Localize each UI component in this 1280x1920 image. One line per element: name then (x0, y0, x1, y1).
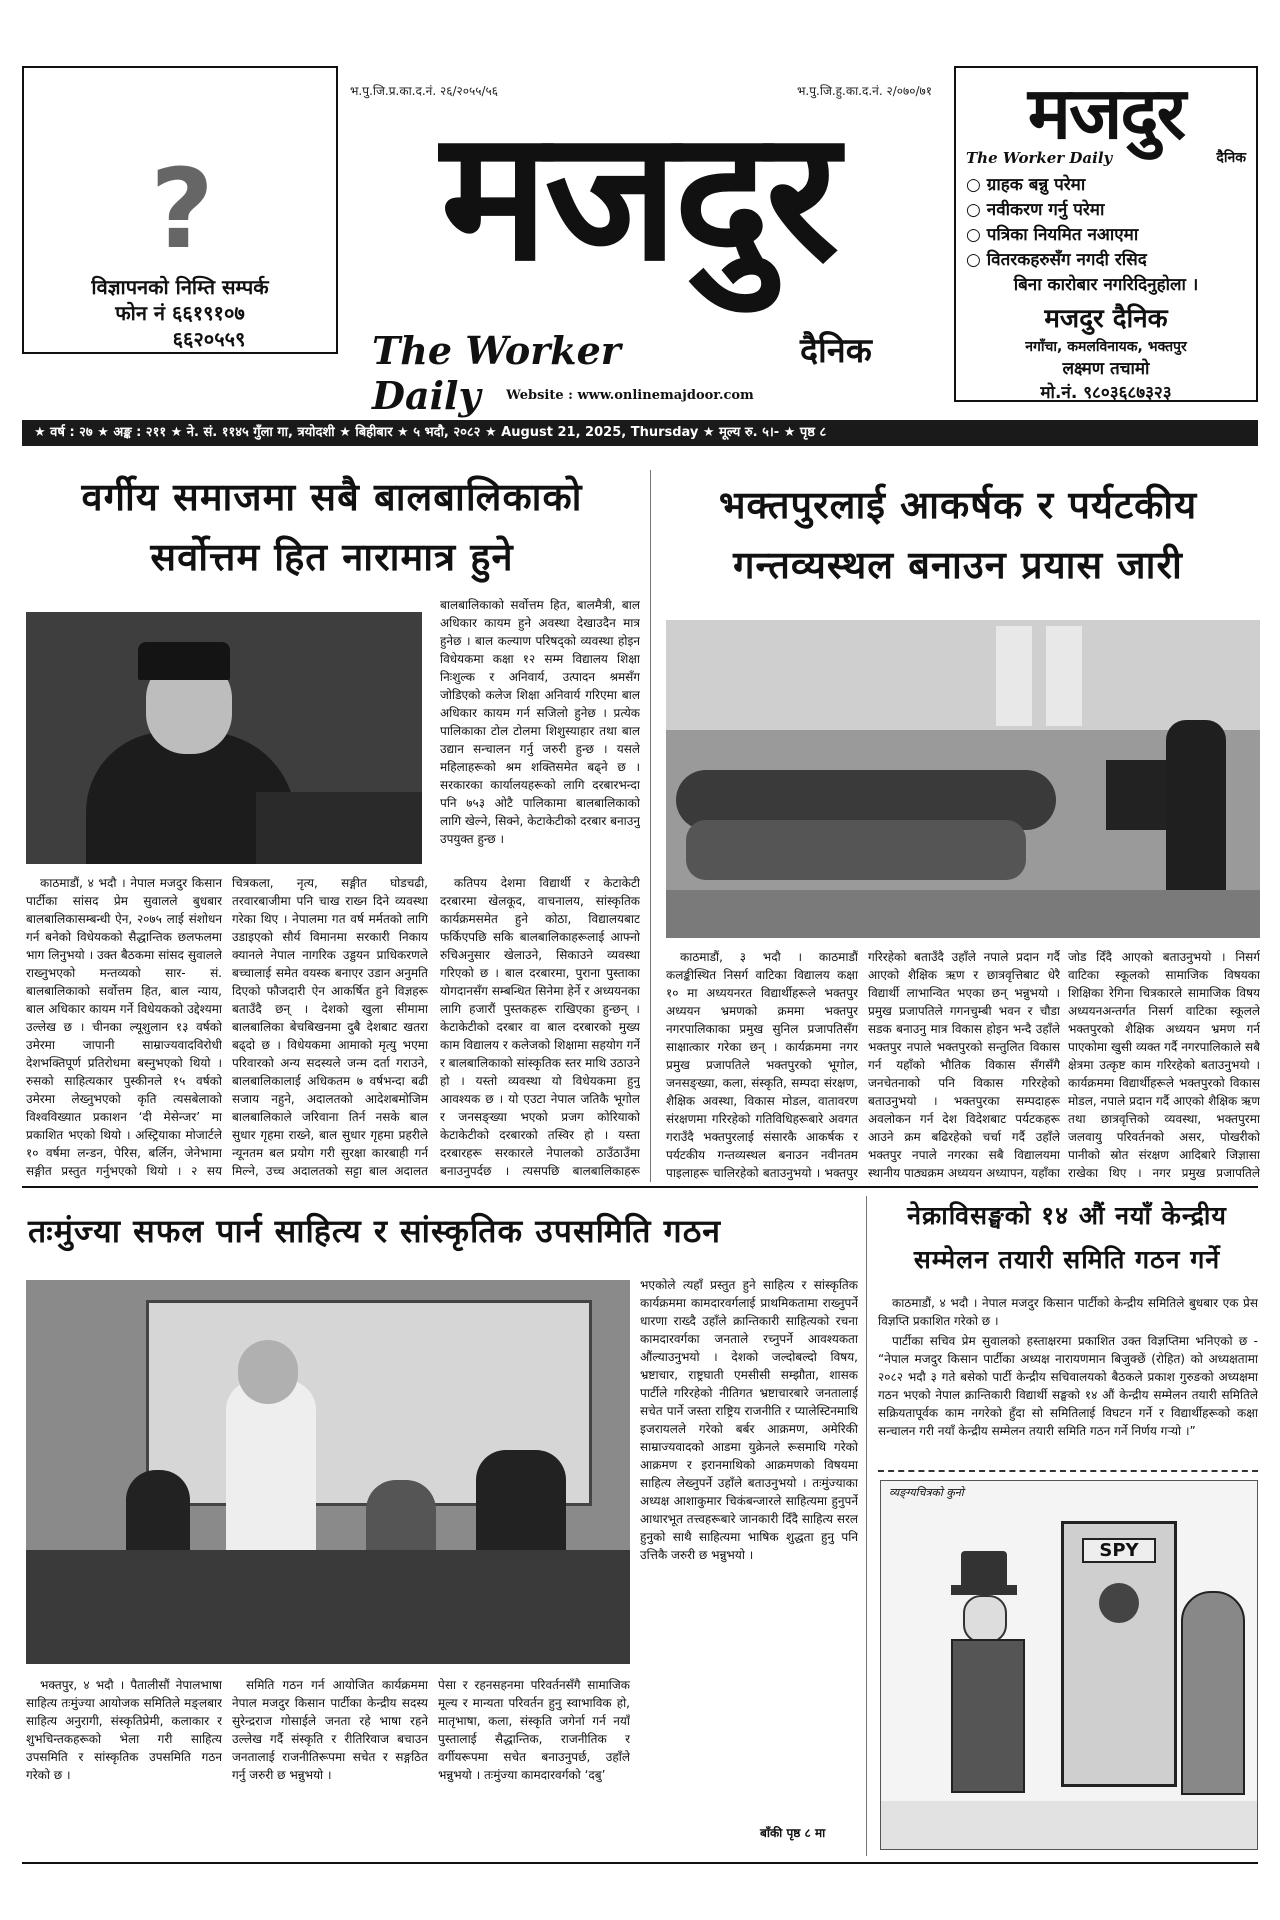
cartoon-box (880, 1480, 1258, 1850)
subscription-mobile: मो.नं. ९८०३६८७३२३ (1040, 383, 1172, 403)
ad-phone-label: फोन नं (115, 301, 165, 325)
article3-paragraph: समिति गठन गर्न आयोजित कार्यक्रममा नेपाल मजदुर किसान पार्टीका केन्द्रीय सदस्य सुरेन्द्रराज गोसाईले जनता रहे भाषा रहने उल्लेख गर्दै संस्कृति र रीतिरिवाज बचाउन जनतालाई राजनीतिरूपमा सचेत र सङ्गठित गर्नु जरुरी छ भन्नुभयो । (232, 1678, 428, 1782)
article3-headline: तःमुंज्या सफल पार्न साहित्य र सांस्कृतिक उपसमिति गठन (28, 1212, 722, 1250)
article4-headline-line1: नेक्राविसङ्घको १४ औं नयाँ केन्द्रीय (907, 1201, 1227, 1230)
section-divider (22, 1186, 1258, 1188)
article1-paragraph: चित्रकला, नृत्य, सङ्गीत घोडचढी, तरवारबाजीमा पनि चाख राख्न दिने व्यवस्था गरेका थिए । नेपालमा गत वर्ष मर्मतको लागि उडाइएको सौर्य विमानमा सरकारी निकाय क्यानले नेपाल नागरिक उड्डयन प्राधिकरणले बच्चालाई समेत वयस्क बनाएर उडान अनुमति दिएको फौजदारी ऐन आकर्षित हुने विज्ञहरू बताउँदै छन् । देशको खुला सीमामा बालबालिका बेचबिखनमा दुबै देशबाट खतरा बढ्दो छ । विधेयकमा आमाको मृत्यु भएमा परिवारको अन्य सदस्यले जन्म दर्ता गराउने, बालबालिकालाई अधिकतम ७ वर्षभन्दा बढी सजाय नहुने, अदालतको आदेशबमोजिम बालबालिकाले जरिवाना तिर्न नसके बाल सुधार गृहमा राख्ने, बाल सुधार गृहमा प्रहरीले न्यूनतम बल प्रयोग गरी सुरक्षा कारबाही गर्न मिल्ने, उच्च अदालतको सट्टा बाल अदालत (232, 876, 428, 1178)
column-divider (650, 470, 651, 1182)
article2-paragraph: गरिरहेको बताउँदै उहाँले नपाले प्रदान गर्दै आएको शैक्षिक ऋण र छात्रवृत्तिबाट धेरै विद्यार्थी लाभान्वित भएका छन् भन्नुभयो । प्रमुख प्रजापतिले गगनचुम्बी भवन र चौडा सडक बनाउनु मात्र विकास होइन भन्दै उहाँले भक्तपुर नपाले भक्तपुरको सन्तुलित विकास गर्न यहाँको भौतिक विकास सँगसँगै जनचेतनाको पनि विकास गरिरहेको बताउनुभयो । भक्तपुरका सम्पदाहरू अवलोकन गर्न देश विदेशबाट पर्यटकहरू आउने क्रम बढिरहेको चर्चा गर्दै उहाँले भक्तपुर नपाले नगरका सबै विद्यालयमा स्थानीय पाठ्यक्रम अध्ययन अध्यापन, यहाँका (868, 950, 1060, 1180)
article2-paragraph: काठमाडौं, ३ भदौ । काठमाडौं कलङ्कीस्थित निसर्ग वाटिका विद्यालय कक्षा १० मा अध्ययनरत विद्यार्थीहरूले भक्तपुर अध्ययन भ्रमणको क्रममा भक्तपुर नगरपालिकाका प्रमुख सुनिल प्रजापतिसँग साक्षात्कार गरेका छन् । कार्यक्रममा नगर प्रमुख प्रजापतिले भक्तपुरको भूगोल, जनसङ्ख्या, कला, संस्कृति, सम्पदा संरक्षण, शैक्षिक अवस्था, विकास मोडल, वातावरण संरक्षणमा गरिरहेको गतिविधिहरूबारे अवगत गराउँदै भक्तपुरलाई संसारकै आकर्षक र पर्यटकीय गन्तव्यस्थल बनाउन नवीनतम पाइलाहरू चालिरहेको बताउनुभयो । भक्तपुर (666, 950, 858, 1180)
article1-column-right-lower (440, 874, 640, 1180)
article1-column-1 (26, 874, 222, 1180)
website-url: Website : www.onlinemajdoor.com (506, 388, 754, 403)
subscription-item: ○ ग्राहक बन्नु परेमा (966, 173, 1246, 198)
registration-left: भ.पु.जि.प्र.का.द.नं. २६/२०५५/५६ (350, 84, 498, 98)
article1-photo (26, 612, 422, 864)
cartoon-label: व्यङ्ग्यचित्रको कुनो (889, 1486, 964, 1499)
subscription-item: ○ नवीकरण गर्नु परेमा (966, 198, 1246, 223)
subscription-item: ○ वितरकहरुसँग नगदी रसिद (966, 248, 1246, 273)
article2-paragraph: जोड दिँदै आएको बताउनुभयो । निसर्ग वाटिका स्कूलको सामाजिक विषयका शिक्षिका रेगिना चित्रकारले सामाजिक विषय अध्ययनअन्तर्गत निसर्ग वाटिका स्कूलले भक्तपुरको शैक्षिक अध्ययन भ्रमण गर्न पाएकोमा खुसी व्यक्त गर्दै नगरपालिकाले सबै क्षेत्रमा उत्कृष्ट काम गरिरहेको बताउनुभयो । कार्यक्रममा विद्यार्थीहरूले भक्तपुरको विकास मोडल, नपाले प्रदान गर्दै आएको शैक्षिक ऋण तथा छात्रवृत्तिको व्यवस्था, भक्तपुरमा जलवायु परिवर्तनको असर, पोखरीको पानीको स्रोत संरक्षण आदिबारे जिज्ञासा राखेका थिए । नगर प्रमुख प्रजापतिले (1068, 950, 1260, 1180)
article4-headline-line2: सम्मेलन तयारी समिति गठन गर्ने (913, 1245, 1221, 1274)
article3-paragraph: पेसा र रहनसहनमा परिवर्तनसँगै सामाजिक मूल्य र मान्यता परिवर्तन हुनु स्वाभाविक हो, मातृभाषा, कला, संस्कृति जगेर्ना गर्न नयाँ पुस्तालाई सैद्धान्तिक, राजनीतिक र वर्गीयरूपमा सचेत बनाउनुपर्छ, उहाँले भन्नुभयो । तःमुंज्या कामदारवर्गको ‘दबु’ (438, 1678, 630, 1782)
article3-continued: बाँकी पृष्ठ ८ मा (760, 1826, 826, 1840)
spy-sign: SPY (1082, 1538, 1156, 1563)
registration-right: भ.पु.जि.हु.का.द.नं. २/०७०/७१ (796, 84, 932, 98)
article3-paragraph: भक्तपुर, ४ भदौ । पैतालीसौं नेपालभाषा साहित्य तःमुंज्या आयोजक समितिले मङ्लबार साहित्य अनुरागी, संस्कृतिप्रेमी, कलाकार र शुभचिन्तकहरूको भेला गरी साहित्य उपसमिति र सांस्कृतिक उपसमिति गठन गरेको छ । (26, 1678, 222, 1782)
spy-booth-icon (1061, 1521, 1177, 1787)
subscription-item: ○ पत्रिका नियमित नआएमा (966, 223, 1246, 248)
column-divider (866, 1196, 867, 1856)
bottom-rule (22, 1862, 1258, 1864)
dashed-divider (878, 1470, 1258, 1472)
newspaper-daily-label: दैनिक (800, 331, 872, 371)
article1-paragraph: काठमाडौं, ४ भदौ । नेपाल मजदुर किसान पार्टीका सांसद प्रेम सुवालले बुधबार बालबालिकासम्बन्धी ऐन, २०७५ लाई संशोधन गर्न बनेको विधेयकको सैद्धान्तिक छलफलमा भाग लिनुभयो । उक्त बैठकमा सांसद सुवालले राख्नुभएको मन्तव्यको सार- सं. बालबालिकाको सर्वोत्तम हित, बाल न्याय, बाल अधिकार कायम गर्ने विधेयकको उद्देश्यमा उल्लेख छ । चीनका ल्यूशुलान १३ वर्षको उमेरमा जापानी साम्राज्यवादविरोधी देशभक्तिपूर्ण प्रतिरोधमा बस्नुभएको थियो । रुसको साहित्यकार पुस्कीनले १५ वर्षको उमेरमा लेख्नुभएको कृति त्यसबेलाको विश्वविख्यात प्रकाशन ‘दी मेसेन्जर’ मा प्रकाशित भएको थियो । अस्ट्रियाका मोजार्टले १० वर्षमा लन्डन, पेरिस, बर्लिन, जेनेभामा सङ्गीत प्रस्तुत गर्नुभएको थियो । २ सय (26, 876, 222, 1178)
article2-photo (666, 620, 1260, 938)
subscription-name: मजदुर दैनिक (1044, 304, 1168, 334)
subscription-tagline: The Worker Daily (966, 148, 1113, 167)
subscription-daily: दैनिक (1216, 150, 1246, 166)
subscription-box (954, 66, 1258, 402)
ad-phone-2: ६६२०५५९ (172, 327, 246, 351)
article3-column-3 (438, 1676, 630, 1846)
article3-column-right (640, 1276, 858, 1816)
ad-contact-label: विज्ञापनको निम्ति सम्पर्क (91, 275, 269, 299)
article3-paragraph: भएकोले त्यहाँ प्रस्तुत हुने साहित्य र सांस्कृतिक कार्यक्रममा कामदारवर्गलाई प्राथमिकतामा राख्नुपर्ने धारणा राख्दै उहाँले क्रान्तिकारी साहित्यको रचना कामदारवर्गका जनताले रच्नुपर्ने आवश्यकता औंल्याउनुभयो । देशको जल्दोबल्दो विषय, भ्रष्टाचार, राष्ट्रघाती एमसीसी सम्झौता, शासक पार्टीले गरिरहेको नीतिगत भ्रष्टाचारबारे जनतालाई सचेत पार्ने जस्ता राष्ट्रिय राजनीति र प्यालेस्टिनमाथि इजरायलले गरेको बर्बर आक्रमण, अमेरिकी साम्राज्यवादको आडमा युक्रेनले रूसमाथि गरेको आक्रमण र इरानमाथिको आक्रमणको विषयमा साहित्य लेख्नुपर्ने उहाँले बताउनुभयो । तःमुंज्याका अध्यक्ष आशाकुमार चिकंबन्जारले साहित्यमा हुनुपर्ने आधारभूत तत्त्वहरूबारे जानकारी दिँदै साहित्य सरल हुनुको साथै साहित्यमा भाषिक शुद्धता हुनु पनि उत्तिकै जरुरी छ भन्नुभयो । (640, 1278, 858, 1562)
subscription-list (966, 173, 1246, 273)
article1-headline-line1: वर्गीय समाजमा सबै बालबालिकाको (81, 475, 583, 519)
subscription-address: नगाँचा, कमलविनायक, भक्तपुर (1025, 339, 1187, 355)
subscription-logo: मजदुर (1027, 71, 1185, 155)
article2-column-3 (1068, 948, 1260, 1182)
subscription-warning: बिना कारोबार नगरिदिनुहोला । (1013, 275, 1199, 295)
article2-column-2 (868, 948, 1060, 1182)
newspaper-logo: मजदुर (440, 92, 836, 301)
article1-paragraph: कतिपय देशमा विद्यार्थी र केटाकेटी दरबारमा खेलकूद, वाचनालय, सांस्कृतिक कार्यक्रमसमेत हुने कोठा, विद्यालयबाट फर्किएपछि सकि बालबालिकाहरूलाई आफ्नो रुचिअनुसार खेलाउने, सिकाउने व्यवस्था गरिएको छ । बाल दरबारमा, पुराना पुस्ताका योगदानसँग सम्बन्धित सिनेमा हेर्ने र अध्ययनका लागि हजारौं पुस्तकहरू राखिएका हुन्छन् । केटाकेटीको दरबार वा बाल दरबारको मुख्य काम विद्यालय र कलेजको शिक्षामा सहयोग गर्ने र बालबालिकाको सांस्कृतिक स्तर माथि उठाउने हो । यस्तो व्यवस्था यो विधेयकमा हुनु आवश्यक छ । यो एउटा नेपाल जतिकै भूगोल र जनसङ्ख्या भएको प्रजग कोरियाको केटाकेटीको दरबारको तस्विर हो । यस्ता दरबारहरू सरकारले नेपालको ठाउँठाउँमा बनाउनुपर्दछ । त्यसपछि बालबालिकाहरू (440, 876, 640, 1178)
article1-headline-line2: सर्वोत्तम हित नारामात्र हुने (150, 535, 514, 579)
date-bar: ★ वर्ष : २७ ★ अङ्क : २११ ★ ने. सं. ११४५ गुँला गा, त्रयोदशी ★ बिहीबार ★ ५ भदौ, २०८२ ★ August 21, 2025, Thursday ★ मूल्य रु. ५।- ★ पृष्ठ ८ (22, 420, 1258, 446)
newspaper-tagline: The Worker Daily (372, 328, 621, 418)
article3-column-1 (26, 1676, 222, 1846)
subscription-contact: लक्ष्मण तचामो (1062, 359, 1150, 379)
article4-paragraph: काठमाडौं, ४ भदौ । नेपाल मजदुर किसान पार्टीको केन्द्रीय समितिले बुधबार एक प्रेस विज्ञप्ति प्रकाशित गरेको छ । (878, 1296, 1258, 1328)
ad-phone-1: ६६१९१०७ (171, 301, 245, 325)
uncle-sam-figure-icon (961, 1551, 1007, 1585)
article2-headline-line1: भक्तपुरलाई आकर्षक र पर्यटकीय (718, 483, 1198, 527)
article4-body (878, 1294, 1258, 1462)
article4-paragraph: पार्टीका सचिव प्रेम सुवालको हस्ताक्षरमा प्रकाशित उक्त विज्ञप्तिमा भनिएको छ - “नेपाल मजदुर किसान पार्टीका अध्यक्ष नारायणमान बिजुक्छें (रोहित) को अध्यक्षतामा २०८२ भदौ ३ गते बसेको पार्टी केन्द्रीय सचिवालयको बैठकले प्रकाश गुरुङको अध्यक्षमा गठन भएको नेपाल क्रान्तिकारी विद्यार्थी सङ्घको १४ औं केन्द्रीय सम्मेलन तयारी समितिले सक्रियतापूर्वक काम नगरेको हुँदा सो समितिलाई विघटन गर्ने र विद्यार्थीहरूको कक्षा सन्चालन गरी नयाँ केन्द्रीय सम्मेलन तयारी समिति गठन गर्ने निर्णय गर्‍यो ।” (878, 1334, 1258, 1438)
question-mark-icon: ? (150, 145, 214, 273)
article2-headline-line2: गन्तव्यस्थल बनाउन प्रयास जारी (733, 543, 1183, 587)
article1-column-2 (232, 874, 428, 1180)
article2-column-1 (666, 948, 858, 1182)
article1-column-right (440, 596, 640, 870)
article1-paragraph: बालबालिकाको सर्वोत्तम हित, बालमैत्री, बाल अधिकार कायम हुने अवस्था देखाउदैन मात्र हुनेछ । बाल कल्याण परिषद्को व्यवस्था होइन विधेयकमा कक्षा १२ सम्म विद्यालय शिक्षा निःशुल्क र अनिवार्य, उत्पादन श्रमसँग जोडिएको कलेज शिक्षा अनिवार्य गरिएमा बाल अधिकार कायम गर्न सजिलो हुनेछ । प्रत्येक पालिकाका टोल टोलमा शिशुस्याहार तथा बाल उद्यान सन्चालन गर्नु जरुरी हुन्छ । यसले महिलाहरूको श्रम शक्तिसमेत बढ्ने छ । सरकारका कार्यालयहरूको लागि दरबारभन्दा पनि ७५३ ओटै पालिकामा बालबालिकाको लागि खेल्ने, सिक्ने, केटाकेटीको दरबार बनाउनु उपयुक्त हुन्छ । (440, 598, 640, 846)
article3-column-2 (232, 1676, 428, 1846)
advertisement-box (22, 66, 338, 354)
article3-photo (26, 1280, 630, 1664)
